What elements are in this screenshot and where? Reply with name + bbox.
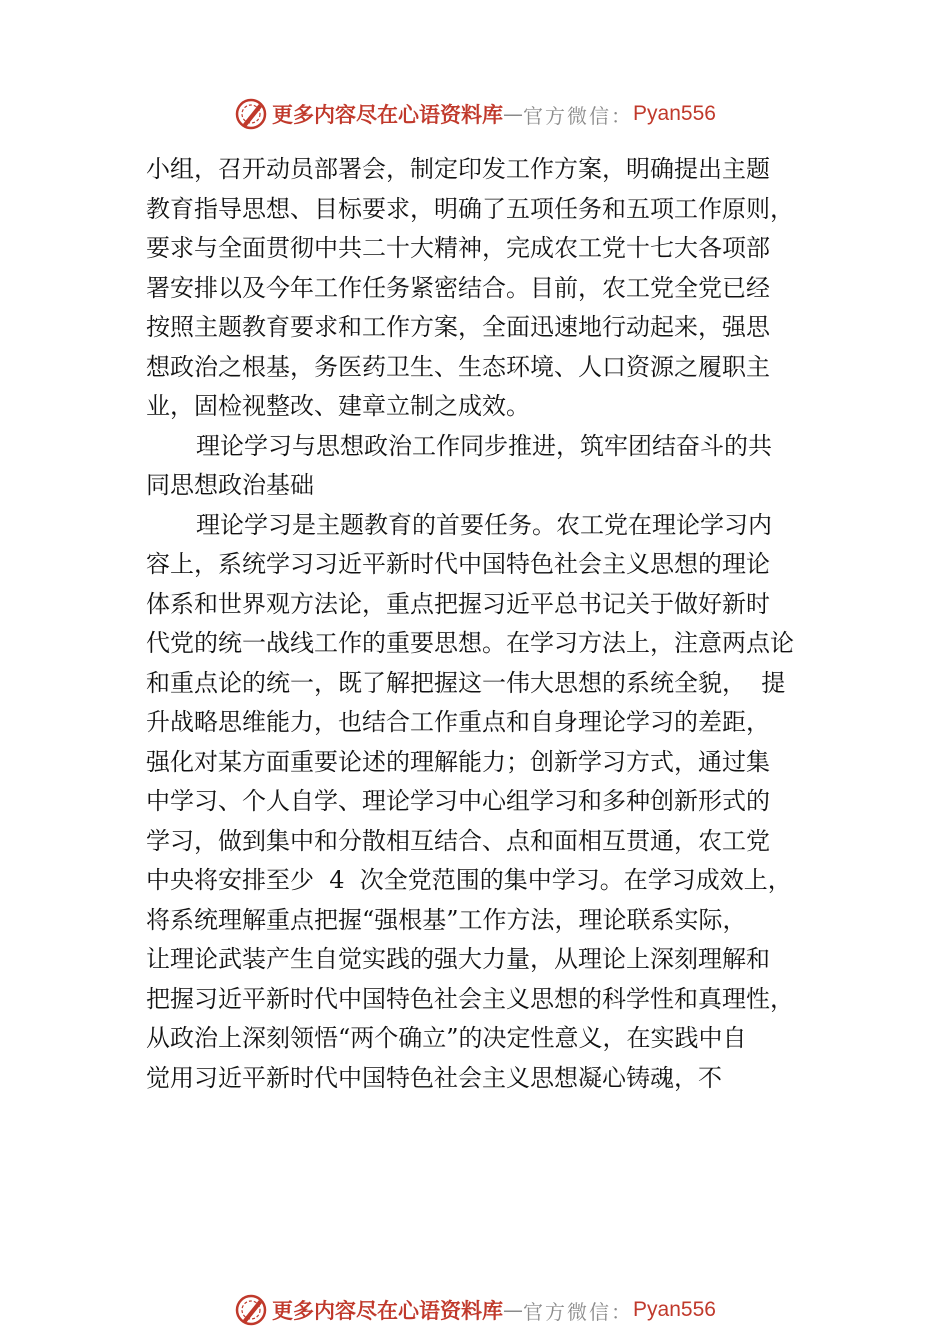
watermark-separator: — <box>503 102 524 126</box>
watermark-separator: — <box>503 1298 524 1322</box>
body-line: 按照主题教育要求和工作方案，全面迅速地行动起来，强思 <box>146 313 770 341</box>
watermark-wechat-id: Pyan556 <box>633 1298 716 1321</box>
watermark-label: 官方微信： <box>523 1299 634 1324</box>
body-line: 中学习、个人自学、理论学习中心组学习和多种创新形式的 <box>146 787 770 815</box>
body-line: 教育指导思想、目标要求，明确了五项任务和五项工作原则， <box>146 194 794 223</box>
body-line: 容上，系统学习习近平新时代中国特色社会主义思想的理论 <box>146 550 770 578</box>
document-body <box>146 150 846 1098</box>
body-line: 从政治上深刻领悟“两个确立”的决定性意义，在实践中自 <box>146 1024 747 1052</box>
header-watermark <box>0 94 950 134</box>
body-line: 和重点论的统一，既了解把握这一伟大思想的系统全貌， 提 <box>146 668 786 697</box>
section-heading-line: 理论学习与思想政治工作同步推进，筑牢团结奋斗的共 <box>196 431 772 460</box>
red-pen-seal-icon <box>234 1293 268 1327</box>
body-line: 小组，召开动员部署会，制定印发工作方案，明确提出主题 <box>146 155 770 183</box>
body-line: 将系统理解重点把握“强根基”工作方法，理论联系实际， <box>146 905 747 934</box>
body-line: 想政治之根基，务医药卫生、生态环境、人口资源之履职主 <box>146 352 770 381</box>
body-line: 让理论武装产生自觉实践的强大力量，从理论上深刻理解和 <box>146 945 770 973</box>
body-line: 把握习近平新时代中国特色社会主义思想的科学性和真理性， <box>146 984 794 1013</box>
footer-watermark <box>0 1290 950 1330</box>
watermark-main-text: 更多内容尽在心语资料库 <box>272 1298 504 1323</box>
body-line: 中央将安排至少 4 次全党范围的集中学习。在学习成效上， <box>146 866 792 894</box>
body-line: 代党的统一战线工作的重要思想。在学习方法上，注意两点论 <box>146 629 794 657</box>
body-line: 学习，做到集中和分散相互结合、点和面相互贯通，农工党 <box>146 826 770 855</box>
watermark-main-text: 更多内容尽在心语资料库 <box>272 102 504 127</box>
body-line: 理论学习是主题教育的首要任务。农工党在理论学习内 <box>196 510 772 539</box>
body-line: 强化对某方面重要论述的理解能力；创新学习方式，通过集 <box>146 747 770 776</box>
watermark-wechat-id: Pyan556 <box>633 102 716 125</box>
body-line: 体系和世界观方法论，重点把握习近平总书记关于做好新时 <box>146 589 770 618</box>
section-heading-line: 同思想政治基础 <box>146 471 314 499</box>
body-line: 要求与全面贯彻中共二十大精神，完成农工党十七大各项部 <box>146 234 770 262</box>
body-line: 升战略思维能力，也结合工作重点和自身理论学习的差距， <box>146 708 770 736</box>
red-pen-seal-icon <box>234 97 268 131</box>
body-line: 署安排以及今年工作任务紧密结合。目前，农工党全党已经 <box>146 273 770 302</box>
body-line: 业，固检视整改、建章立制之成效。 <box>146 392 530 420</box>
body-line: 觉用习近平新时代中国特色社会主义思想凝心铸魂，不 <box>146 1063 722 1092</box>
watermark-label: 官方微信： <box>523 103 634 128</box>
